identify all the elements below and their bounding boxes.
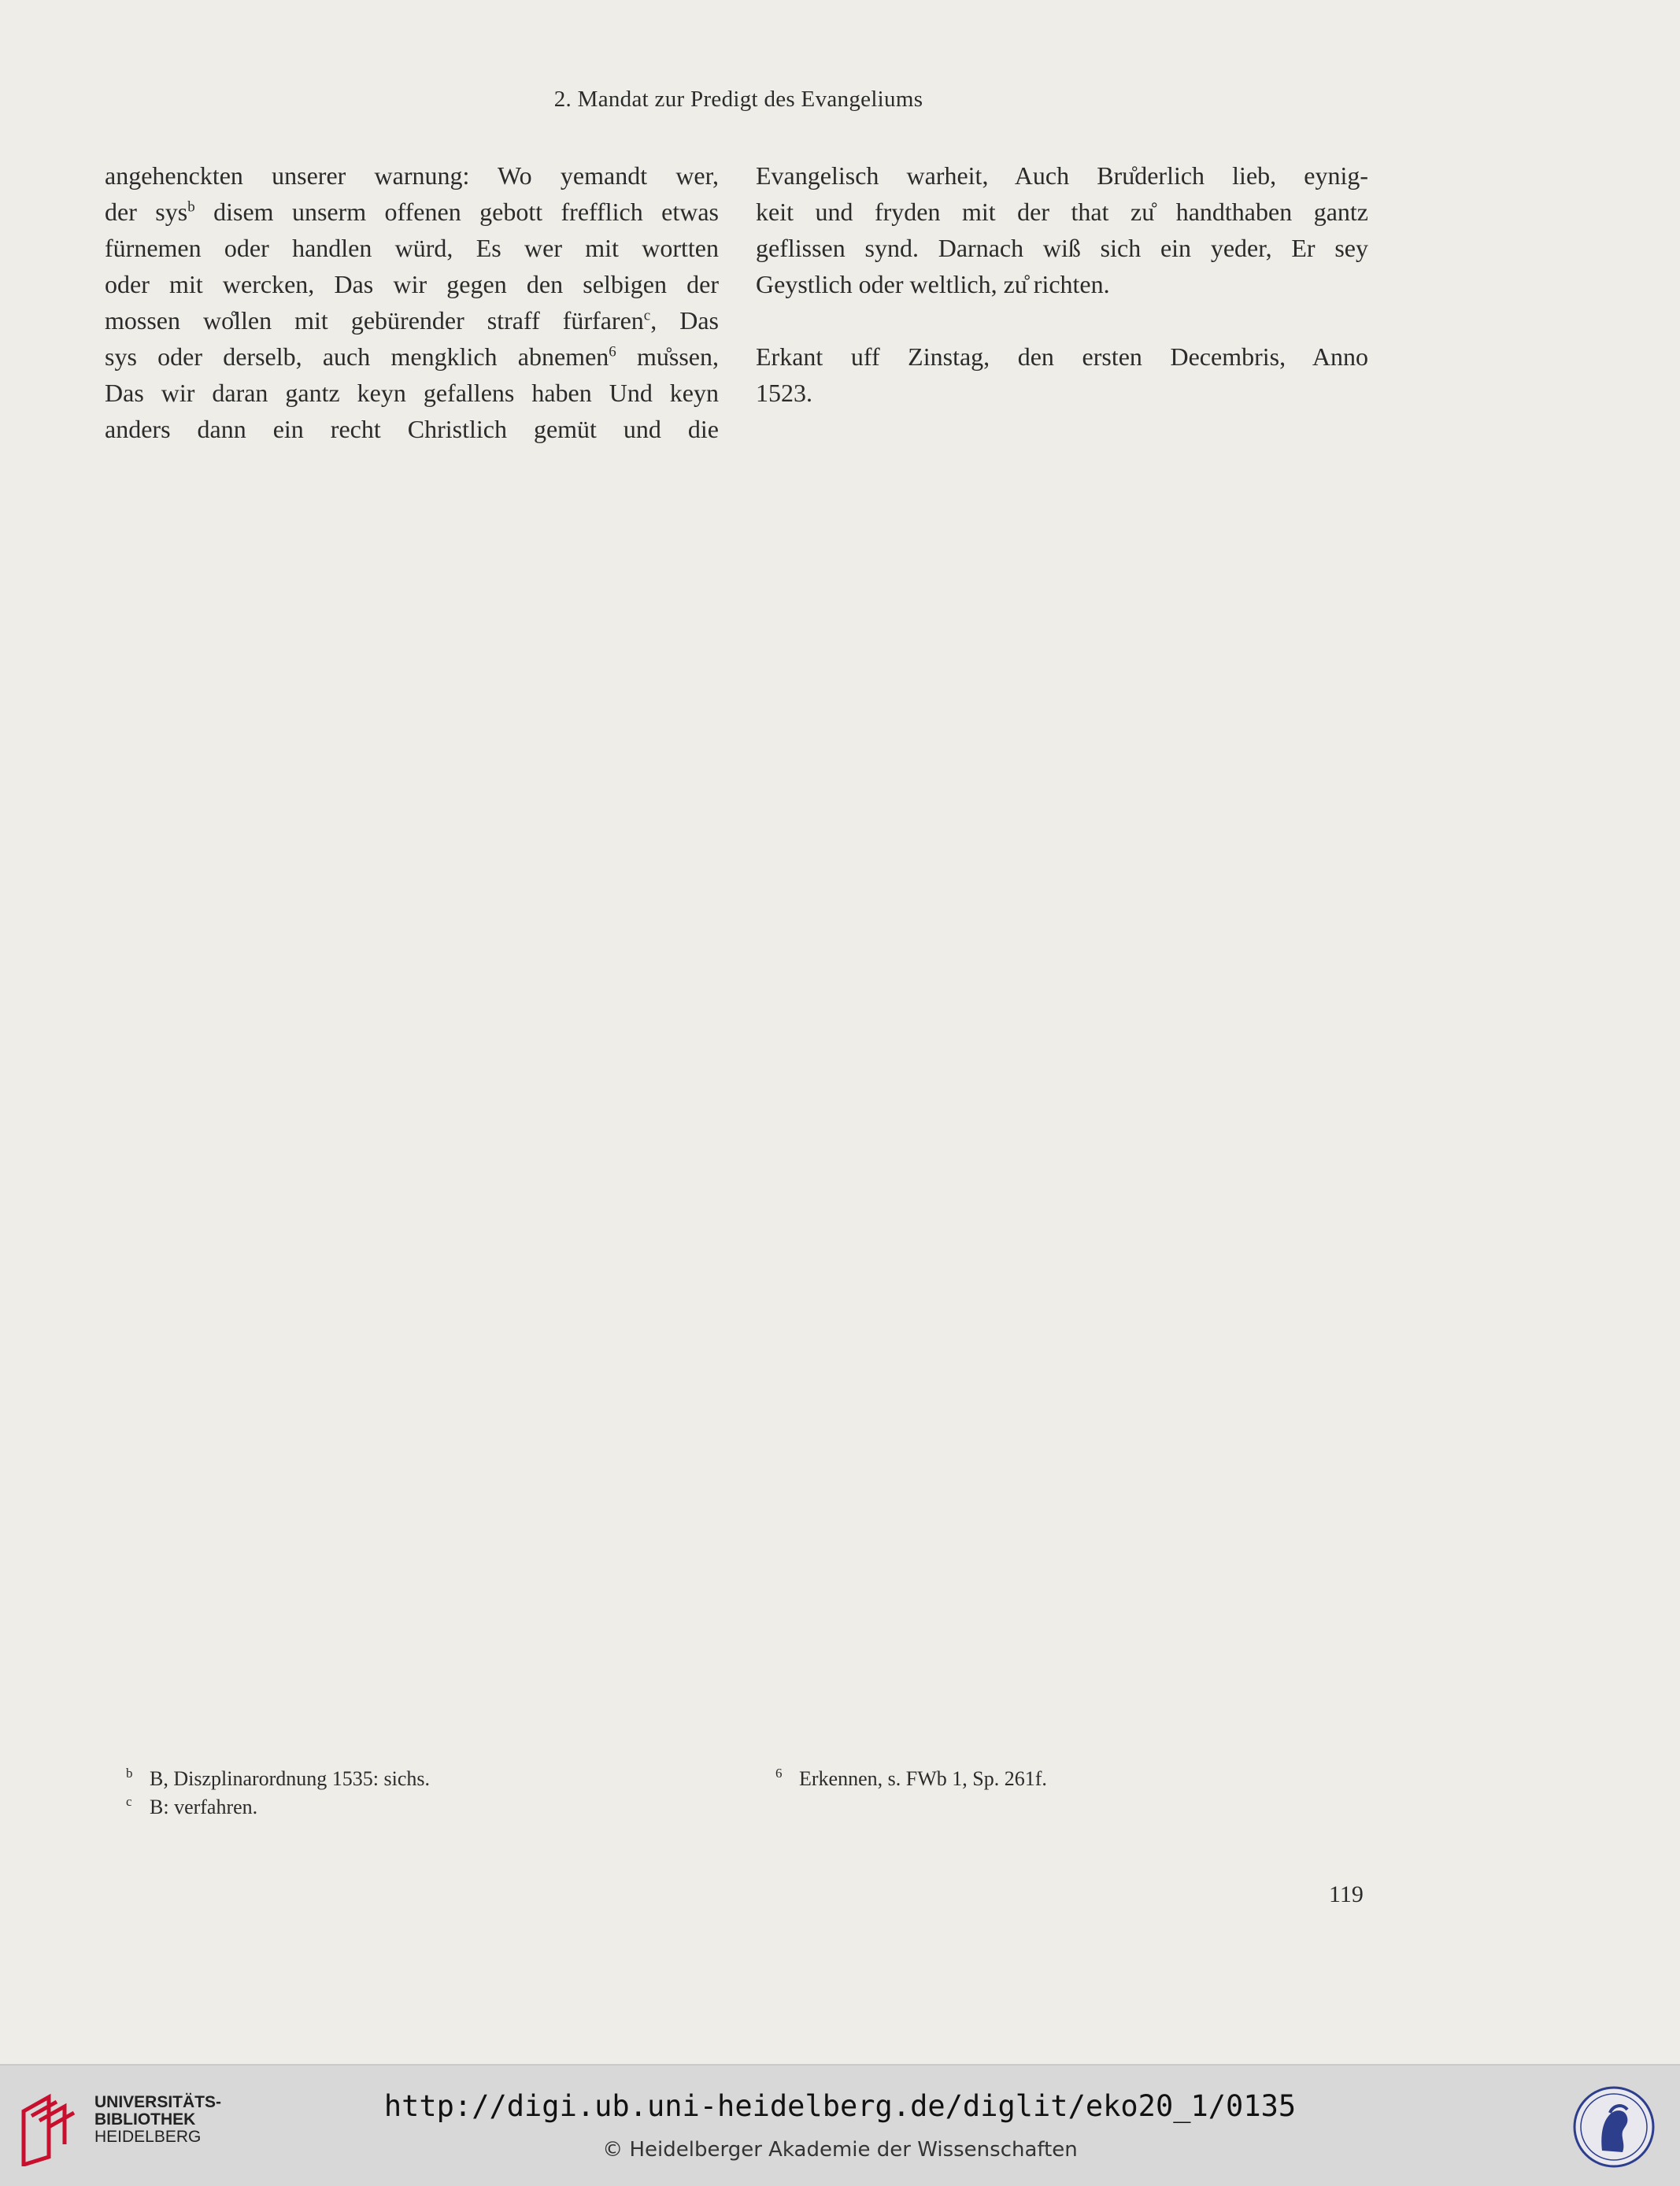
- text-line: anders dann ein recht Christlich gemüt und die: [105, 415, 719, 443]
- text-line: angehenckten unserer warnung: Wo yemandt wer,: [105, 161, 719, 190]
- text-line: Evangelisch warheit, Auch Bru͏̊derlich lieb, eynig-: [756, 161, 1368, 190]
- right-paragraph-1: [756, 157, 1368, 302]
- permalink-url[interactable]: http://digi.ub.uni-heidelberg.de/diglit/eko20_1/0135: [383, 2089, 1297, 2123]
- footnote-ref-6[interactable]: 6: [609, 343, 616, 361]
- text-line: Erkant uff Zinstag, den ersten Decembris, Anno: [756, 342, 1368, 371]
- footnote-ref-c[interactable]: c: [643, 307, 651, 324]
- footnotes-right: [775, 1765, 1047, 1793]
- copyright-notice: © Heidelberger Akademie der Wissenschaften: [602, 2138, 1078, 2162]
- text-line: sys oder derselb, auch mengklich abnemen$^6$ mu͏̊ssen,: [105, 342, 720, 371]
- text-line: geflissen synd. Darnach wiß sich ein yeder, Er sey: [756, 234, 1368, 262]
- right-column: [756, 157, 1368, 411]
- footnote: c B: verfahren.: [126, 1794, 258, 1818]
- left-paragraph: [105, 157, 719, 447]
- text-line: Das wir daran gantz keyn gefallens haben Und keyn: [105, 379, 719, 407]
- right-paragraph-2: [756, 338, 1368, 411]
- text-line: keit und fryden mit der that zu͏̊ handthaben gantz: [756, 198, 1368, 226]
- academy-seal-icon: [1571, 2081, 1657, 2173]
- footnote-ref-b[interactable]: b: [187, 198, 195, 216]
- page-number: 119: [1329, 1881, 1364, 1907]
- text-line: 1523.: [756, 379, 812, 407]
- text-line: Geystlich oder weltlich, zu͏̊ richten.: [756, 270, 1110, 298]
- text-line: fürnemen oder handlen würd, Es wer mit wortten: [105, 234, 719, 262]
- footnote: b B, Diszplinarordnung 1535: sichs.: [126, 1766, 431, 1790]
- left-column: [105, 157, 719, 447]
- text-line: oder mit wercken, Das wir gegen den selbigen der: [105, 270, 719, 298]
- running-head: 2. Mandat zur Predigt des Evangeliums: [553, 87, 923, 112]
- library-name: UNIVERSITÄTS- BIBLIOTHEK HEIDELBERG: [94, 2093, 222, 2146]
- text-line: der sys$^b$ disem unserm offenen gebott frefflich etwas: [105, 198, 720, 226]
- footnote: 6 Erkennen, s. FWb 1, Sp. 261f.: [775, 1766, 1047, 1790]
- text-line: mossen wo͏̊llen mit gebürender straff fürfaren$^c$, Das: [105, 306, 720, 335]
- footnotes-left: [126, 1765, 430, 1822]
- footer-bar: [0, 2064, 1680, 2186]
